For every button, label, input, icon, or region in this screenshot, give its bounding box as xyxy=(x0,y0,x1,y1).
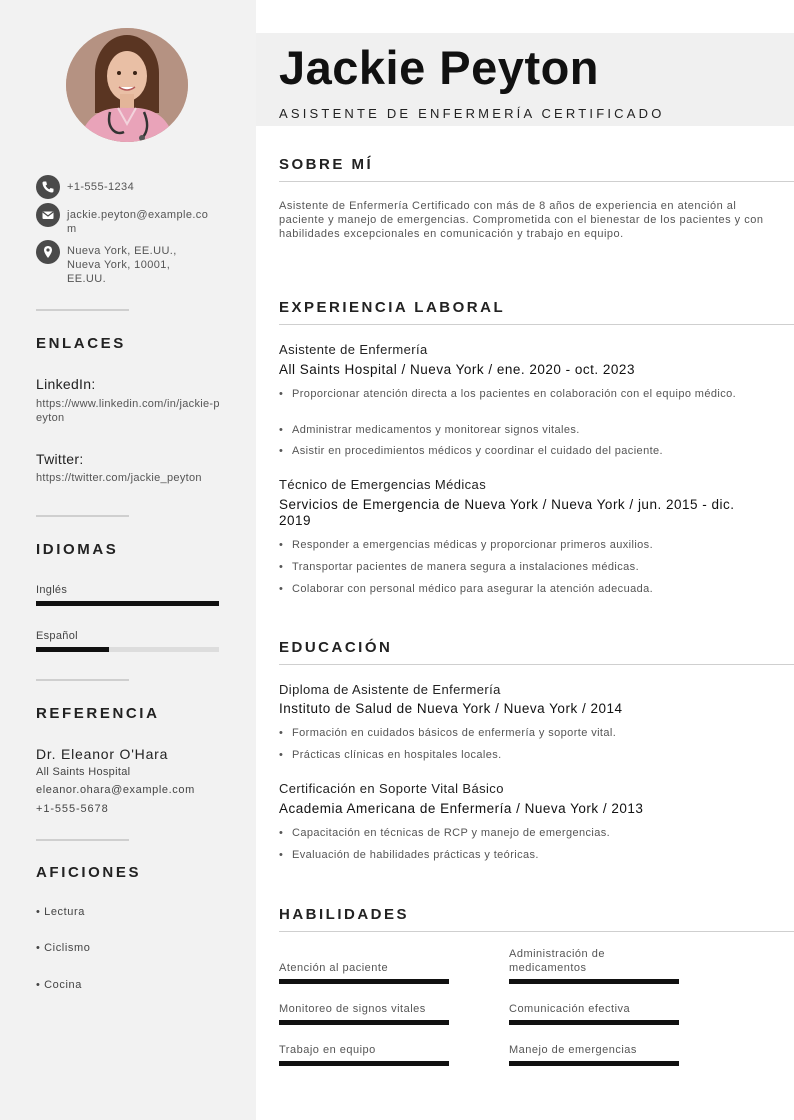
hobby-item: • Ciclismo xyxy=(36,942,91,954)
candidate-name: Jackie Peyton xyxy=(279,41,600,94)
bullet-text: Responder a emergencias médicas y proporcionar primeros auxilios. xyxy=(292,539,654,551)
sidebar-divider xyxy=(36,309,129,311)
reference-org: All Saints Hospital xyxy=(36,766,131,778)
hobby-item: • Lectura xyxy=(36,906,85,918)
language-level-fill xyxy=(36,601,219,606)
skill-label: Comunicación efectiva xyxy=(509,1003,631,1015)
skill-level-bar xyxy=(279,979,449,984)
education-bullet xyxy=(279,848,769,862)
reference-email: eleanor.ohara@example.com xyxy=(36,784,195,796)
about-heading: SOBRE MÍ xyxy=(279,156,374,173)
skill-level-bar xyxy=(509,1020,679,1025)
education-heading: EDUCACIÓN xyxy=(279,639,393,656)
job-bullet xyxy=(279,560,769,574)
contact-phone xyxy=(36,175,217,199)
language-level-bar xyxy=(36,647,219,652)
skills-heading: HABILIDADES xyxy=(279,906,410,923)
language-name: Español xyxy=(36,630,78,642)
bullet-dot: • xyxy=(279,849,284,861)
bullet-text: Proporcionar atención directa a los pacientes en colaboración con el equipo médico. xyxy=(292,388,737,400)
skill-label: Administración de medicamentos xyxy=(509,948,605,974)
section-divider xyxy=(279,324,794,325)
education-bullet xyxy=(279,748,769,762)
bullet-dot: • xyxy=(279,561,284,573)
bullet-text: Transportar pacientes de manera segura a instalaciones médicas. xyxy=(292,561,640,573)
location-icon xyxy=(36,240,60,264)
reference-heading: REFERENCIA xyxy=(36,705,160,722)
section-divider xyxy=(279,181,794,182)
sidebar-divider xyxy=(36,515,129,517)
twitter-label: Twitter: xyxy=(36,451,84,467)
contact-phone-text: +1-555-1234 xyxy=(67,181,135,193)
contact-email-text: jackie.peyton@example.com xyxy=(67,209,209,235)
education-title: Diploma de Asistente de Enfermería xyxy=(279,682,501,697)
bullet-dot: • xyxy=(279,424,284,436)
sidebar-divider xyxy=(36,679,129,681)
skill-label: Atención al paciente xyxy=(279,962,389,974)
job-bullet xyxy=(279,387,769,401)
bullet-dot: • xyxy=(279,445,284,457)
bullet-dot: • xyxy=(279,583,284,595)
hobby-item: • Cocina xyxy=(36,979,82,991)
bullet-text: Capacitación en técnicas de RCP y manejo de emergencias. xyxy=(292,827,611,839)
bullet-text: Evaluación de habilidades prácticas y teóricas. xyxy=(292,849,539,861)
education-bullet xyxy=(279,826,769,840)
bullet-dot: • xyxy=(279,388,284,400)
contact-address-text: Nueva York, EE.UU., Nueva York, 10001, EE.UU. xyxy=(67,245,177,285)
sidebar-divider xyxy=(36,839,129,841)
job-title: Asistente de Enfermería xyxy=(279,342,428,357)
contact-email xyxy=(36,203,217,236)
bullet-dot: • xyxy=(279,539,284,551)
email-icon xyxy=(36,203,60,227)
about-text: Asistente de Enfermería Certificado con más de 8 años de experiencia en atención al paciente y manejo de emergencias. Comprometida con el bienestar de los pacientes y con habilidades excepcionales en comunicación y trabajo en equipo. xyxy=(279,200,764,240)
bullet-text: Prácticas clínicas en hospitales locales. xyxy=(292,749,502,761)
education-title: Certificación en Soporte Vital Básico xyxy=(279,781,504,796)
skill-label: Manejo de emergencias xyxy=(509,1044,637,1056)
skill-level-bar xyxy=(509,979,679,984)
job-bullet xyxy=(279,444,769,458)
job-bullet xyxy=(279,538,769,552)
links-heading: ENLACES xyxy=(36,335,126,352)
job-subtitle: Servicios de Emergencia de Nueva York / Nueva York / jun. 2015 - dic. 2019 xyxy=(279,497,735,528)
skill-level-bar xyxy=(509,1061,679,1066)
language-level-fill xyxy=(36,647,109,652)
section-divider xyxy=(279,664,794,665)
languages-heading: IDIOMAS xyxy=(36,541,119,558)
bullet-dot: • xyxy=(279,827,284,839)
language-name: Inglés xyxy=(36,584,68,596)
bullet-text: Formación en cuidados básicos de enfermería y soporte vital. xyxy=(292,727,617,739)
bullet-text: Administrar medicamentos y monitorear signos vitales. xyxy=(292,424,580,436)
phone-icon xyxy=(36,175,60,199)
skill-label: Monitoreo de signos vitales xyxy=(279,1003,426,1015)
experience-heading: EXPERIENCIA LABORAL xyxy=(279,299,506,316)
bullet-dot: • xyxy=(279,749,284,761)
section-divider xyxy=(279,931,794,932)
twitter-url[interactable]: https://twitter.com/jackie_peyton xyxy=(36,472,202,484)
skill-level-bar xyxy=(279,1061,449,1066)
skill-level-bar xyxy=(279,1020,449,1025)
contact-address xyxy=(36,240,187,286)
reference-name: Dr. Eleanor O'Hara xyxy=(36,746,169,762)
skill-label: Trabajo en equipo xyxy=(279,1044,376,1056)
bullet-text: Asistir en procedimientos médicos y coordinar el cuidado del paciente. xyxy=(292,445,664,457)
profile-photo-illustration xyxy=(66,28,188,142)
reference-phone: +1-555-5678 xyxy=(36,803,109,815)
job-bullet xyxy=(279,582,769,596)
linkedin-url[interactable]: https://www.linkedin.com/in/jackie-peyton xyxy=(36,398,220,424)
bullet-dot: • xyxy=(279,727,284,739)
profile-photo xyxy=(66,28,188,142)
candidate-role: ASISTENTE DE ENFERMERÍA CERTIFICADO xyxy=(279,106,665,121)
education-subtitle: Instituto de Salud de Nueva York / Nueva York / 2014 xyxy=(279,701,623,716)
education-subtitle: Academia Americana de Enfermería / Nueva York / 2013 xyxy=(279,801,644,816)
education-bullet xyxy=(279,726,769,740)
language-level-bar xyxy=(36,601,219,606)
hobbies-heading: AFICIONES xyxy=(36,864,142,881)
linkedin-label: LinkedIn: xyxy=(36,376,96,392)
job-title: Técnico de Emergencias Médicas xyxy=(279,477,487,492)
bullet-text: Colaborar con personal médico para asegurar la atención adecuada. xyxy=(292,583,654,595)
job-bullet xyxy=(279,423,769,437)
job-subtitle: All Saints Hospital / Nueva York / ene. 2020 - oct. 2023 xyxy=(279,362,635,377)
